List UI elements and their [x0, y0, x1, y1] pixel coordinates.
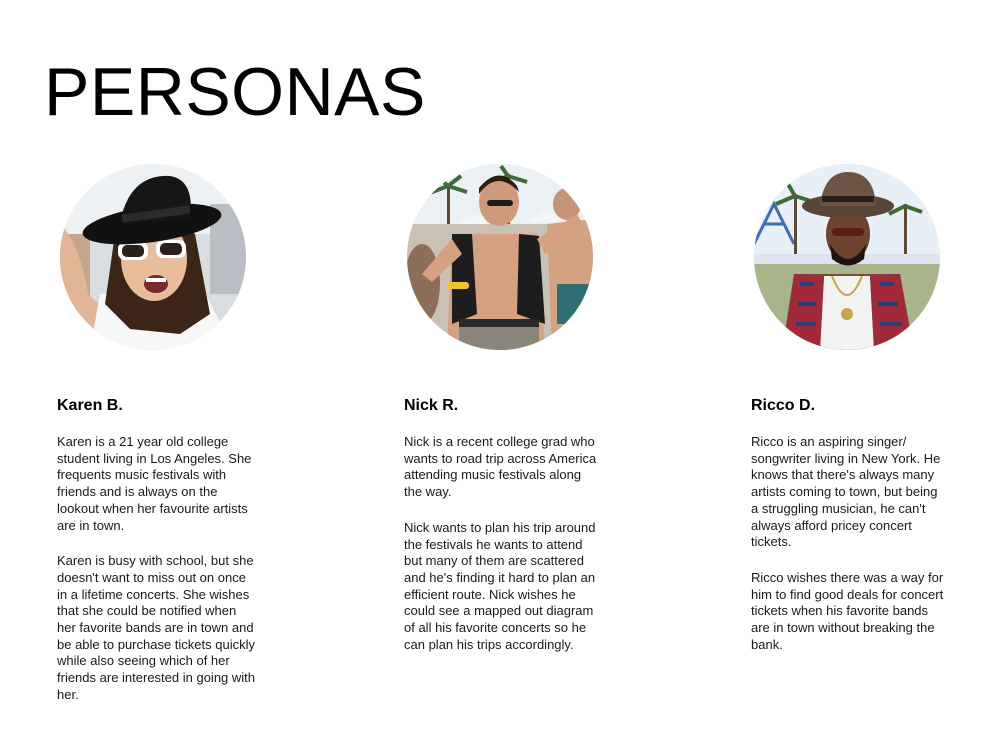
avatar: [754, 164, 940, 350]
persona-name: Ricco D.: [751, 397, 816, 414]
persona-description: [404, 434, 600, 672]
persona-name: Nick R.: [404, 397, 459, 414]
persona-paragraph: Ricco is an aspiring singer/ songwriter living in New York. He knows that there's always many artists coming to town, but being a struggling musician, he can't always afford pricey concert tickets.: [751, 434, 941, 550]
page-title: PERSONAS: [44, 54, 426, 130]
persona-paragraph: Karen is a 21 year old college student living in Los Angeles. She frequents music festivals with friends and is always on the lookout when her favourite artists are in town.: [57, 434, 252, 533]
persona-name: Karen B.: [57, 397, 123, 414]
persona-paragraph: Nick is a recent college grad who wants to road trip across America attending music festivals along the way.: [404, 434, 597, 500]
persona-paragraph: Karen is busy with school, but she doesn't want to miss out on once in a lifetime concerts. She wishes that she could be notified when her favorite bands are in town and be able to purchase tickets quickly while also seeing which of her friends are interested in going with her.: [57, 553, 256, 702]
persona-paragraph: Ricco wishes there was a way for him to find good deals for concert tickets when his favorite bands are in town without breaking the bank.: [751, 569, 944, 652]
persona-paragraph: Nick wants to plan his trip around the festivals he wants to attend but many of them are scattered and he's finding it hard to plan an efficient route. Nick wishes he could see a mapped out diagram of all his favorite concerts so he can plan his trips accordingly.: [404, 519, 596, 652]
avatar: [407, 164, 593, 350]
persona-description: [57, 434, 257, 723]
persona-description: [751, 434, 945, 672]
avatar: [60, 164, 246, 350]
